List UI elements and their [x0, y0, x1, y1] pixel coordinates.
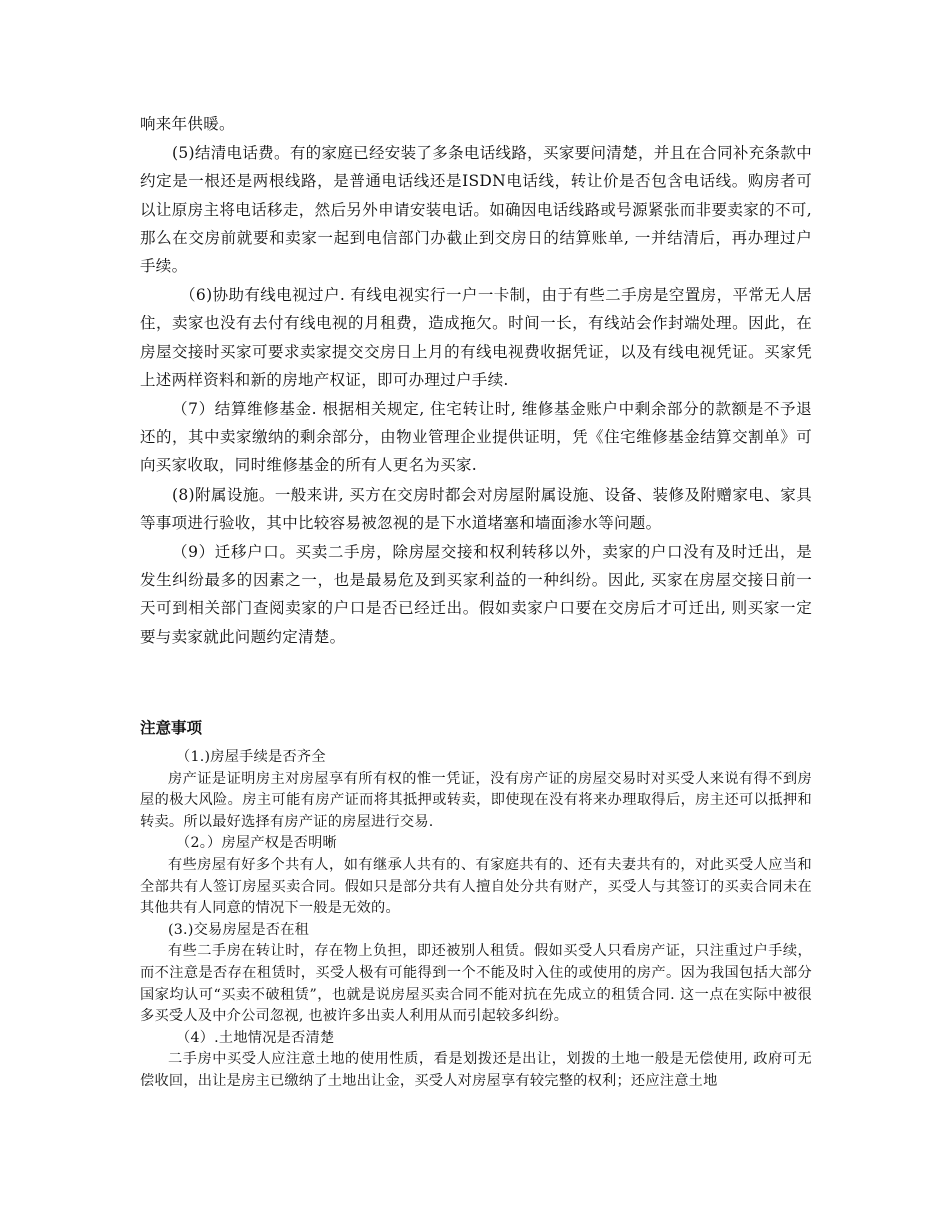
paragraph-attached-facilities: (8)附属设施。一般来讲, 买方在交房时都会对房屋附属设施、设备、装修及附赠家电、家具等事项进行验收，其中比较容易被忽视的是下水道堵塞和墙面渗水等问题。 — [140, 485, 812, 532]
paragraph-phone-fee: (5)结清电话费。有的家庭已经安装了多条电话线路，买家要问清楚，并且在合同补充条款中约定是一根还是两根线路，是普通电话线还是ISDN电话线，转让价是否包含电话线。购房者可以让原房主将电话移走，然后另外申请安装电话。如确因电话线路或号源紧张而非要卖家的不可, 那么在交房前就要和卖家一起到电信部门办截止到交房日的结算账单, 一并结清后，再办理过户手续。 — [140, 144, 812, 276]
section-1 — [140, 110, 812, 651]
paragraph-3: 有些二手房在转让时，存在物上负担，即还被别人租赁。假如买受人只看房产证，只注重过户手续，而不注意是否存在租赁时，买受人极有可能得到一个不能及时入住的或使用的房产。因为我国包括大部分国家均认可“买卖不破租赁”，也就是说房屋买卖合同不能对抗在先成立的租赁合同. 这一点在实际中被很多买受人及中介公司忽视, 也被许多出卖人利用从而引起较多纠纷。 — [140, 943, 812, 1025]
paragraph-cable-tv: （6)协助有线电视过户. 有线电视实行一户一卡制，由于有些二手房是空置房，平常无人居住，卖家也没有去付有线电视的月租费，造成拖欠。时间一长，有线站会作封端处理。因此，在房屋交接时买家可要求卖家提交交房日上月的有线电视费收据凭证，以及有线电视凭证。买家凭上述两样资料和新的房地产权证，即可办理过户手续. — [140, 286, 812, 389]
paragraph-1: 房产证是证明房主对房屋享有所有权的惟一凭证，没有房产证的房屋交易时对买受人来说有得不到房屋的极大风险。房主可能有房产证而将其抵押或转卖，即使现在没有将来办理取得后，房主还可以抵押和转卖。所以最好选择有房产证的房屋进行交易. — [140, 770, 812, 830]
subheading-2: （2。）房屋产权是否明晰 — [176, 835, 337, 852]
subheading-4: （4）.土地情况是否清楚 — [176, 1029, 335, 1046]
paragraph-2: 有些房屋有好多个共有人，如有继承人共有的、有家庭共有的、还有夫妻共有的，对此买受人应当和全部共有人签订房屋买卖合同。假如只是部分共有人擅自处分共有财产，买受人与其签订的买卖合同未在其他共有人同意的情况下一般是无效的。 — [140, 856, 812, 917]
subheading-3: (3.)交易房屋是否在租 — [168, 921, 310, 938]
paragraph-continuation: 响来年供暖。 — [140, 115, 235, 133]
paragraph-maintenance-fund: （7）结算维修基金. 根据相关规定, 住宅转让时, 维修基金账户中剩余部分的款额是不予退还的，其中卖家缴纳的剩余部分，由物业管理企业提供证明，凭《住宅维修基金结算交割单》可向买家收取，同时维修基金的所有人更名为买家. — [140, 400, 812, 475]
subheading-1: （1.)房屋手续是否齐全 — [176, 749, 326, 765]
section-2 — [140, 747, 812, 1093]
paragraph-4: 二手房中买受人应注意土地的使用性质，看是划拨还是出让，划拨的土地一般是无偿使用, 政府可无偿收回，出让是房主已缴纳了土地出让金，买受人对房屋享有较完整的权利；还应注意土地 — [140, 1051, 812, 1089]
section-heading: 注意事项 — [140, 719, 203, 737]
paragraph-household-registration: （9）迁移户口。买卖二手房，除房屋交接和权利转移以外，卖家的户口没有及时迁出，是发生纠纷最多的因素之一，也是最易危及到买家利益的一种纠纷。因此, 买家在房屋交接日前一天可到相关部门查阅卖家的户口是否已经迁出。假如卖家户口要在交房后才可迁出, 则买家一定要与卖家就此问题约定清楚。 — [140, 543, 812, 646]
